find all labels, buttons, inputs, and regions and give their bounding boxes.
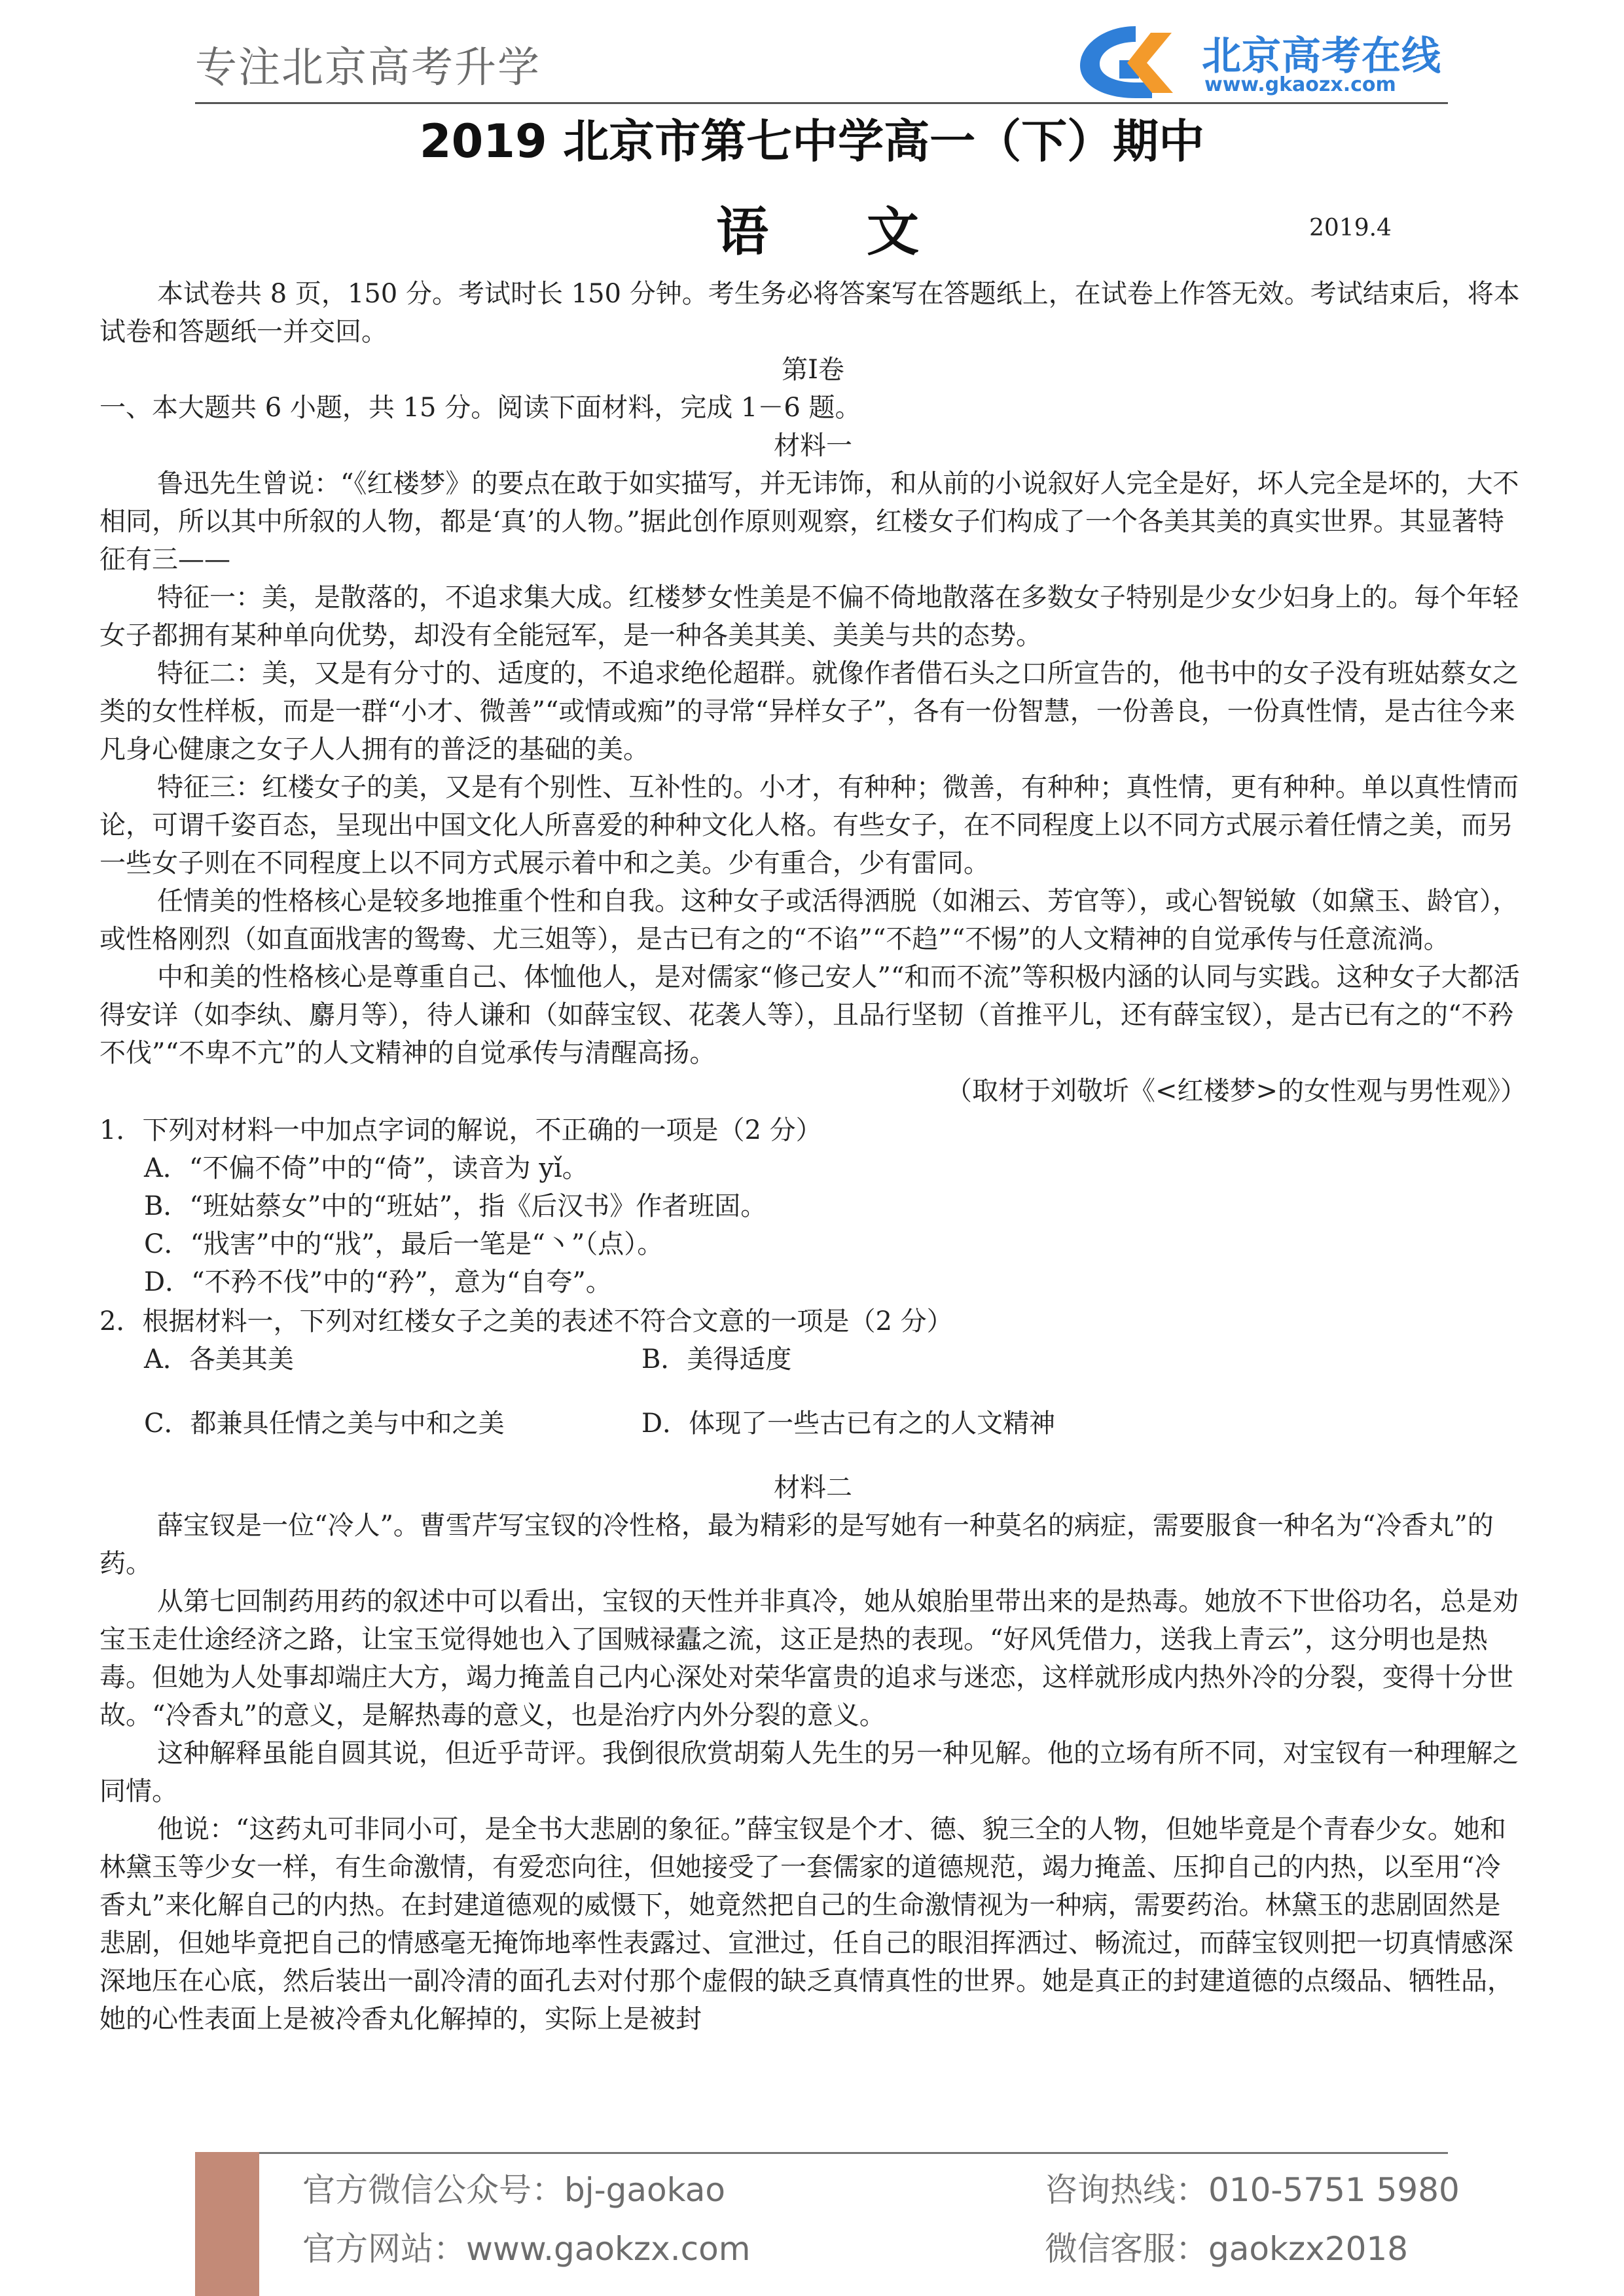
- question-option: B．美得适度: [641, 1344, 792, 1374]
- logo-url: www.gkaozx.com: [1204, 73, 1396, 96]
- material-1-source: （取材于刘敬圻《<红楼梦>的女性观与男性观》）: [945, 1076, 1526, 1106]
- material-2-paragraph: 薛宝钗是一位“冷人”。曹雪芹写宝钗的冷性格，最为精彩的是写她有一种莫名的病症，需要服食一种名为“冷香丸”的药。: [99, 1511, 1494, 1579]
- footer-accent-block: [195, 2152, 259, 2296]
- footer-divider: [195, 2152, 1448, 2154]
- footer-website: 官方网站：www.gaokzx.com: [302, 2230, 751, 2268]
- header-slogan: 专注北京高考升学: [195, 44, 541, 92]
- part-label: 第Ⅰ卷: [782, 355, 844, 385]
- material-2-paragraph: 从第七回制药用药的叙述中可以看出，宝钗的天性并非真冷，她从娘胎里带出来的是热毒。她放不下世俗功名，总是劝宝玉走仕途经济之路，让宝玉觉得她也入了国贼禄蠹之流，这正是热的表现。“好风凭借力，送我上青云”，这分明也是热毒。但她为人处事却端庄大方，竭力掩盖自己内心深处对荣华富贵的追求与迷恋，这样就形成内热外冷的分裂，变得十分世故。“冷香丸”的意义，是解热毒的意义，也是治疗内外分裂的意义。: [99, 1587, 1519, 1731]
- question-option: D．“不矜不伐”中的“矜”，意为“自夸”。: [144, 1267, 612, 1297]
- options-row: [99, 1405, 1526, 1443]
- exam-date: 2019.4: [1309, 215, 1392, 242]
- footer-service: 微信客服：gaokzx2018: [1045, 2230, 1409, 2268]
- question-option: D．体现了一些古已有之的人文精神: [641, 1408, 1056, 1439]
- material-1-paragraph: 特征一：美，是散落的，不追求集大成。红楼梦女性美是不偏不倚地散落在多数女子特别是少女少妇身上的。每个年轻女子都拥有某种单向优势，却没有全能冠军，是一种各美其美、美美与共的态势。: [99, 583, 1519, 651]
- material-1-paragraph: 特征二：美，又是有分寸的、适度的，不追求绝伦超群。就像作者借石头之口所宣告的，他书中的女子没有班姑蔡女之类的女性样板，而是一群“小才、微善”“或情或痴”的寻常“异样女子”，各有一份智慧，一份善良，一份真性情，是古往今来凡身心健康之女子人人拥有的普泛的基础的美。: [99, 658, 1519, 764]
- exam-title: 2019 北京市第七中学高一（下）期中: [419, 115, 1205, 168]
- footer-hotline: 咨询热线：010-5751 5980: [1045, 2171, 1460, 2209]
- exam-content: [99, 275, 1526, 2038]
- header-divider: [195, 102, 1448, 104]
- instructions: 本试卷共 8 页，150 分。考试时长 150 分钟。考生务必将答案写在答题纸上，在试卷上作答无效。考试结束后，将本试卷和答题纸一并交回。: [99, 279, 1520, 347]
- material-2-label: 材料二: [774, 1473, 852, 1503]
- question-option: C．都兼具任情之美与中和之美: [144, 1408, 505, 1439]
- site-logo: [1074, 20, 1466, 105]
- question-option: B．“班姑蔡女”中的“班姑”，指《后汉书》作者班固。: [144, 1191, 767, 1221]
- material-1-paragraph: 鲁迅先生曾说：“《红楼梦》的要点在敢于如实描写，并无讳饰，和从前的小说叙好人完全是好，坏人完全是坏的，大不相同，所以其中所叙的人物，都是‘真’的人物。”据此创作原则观察，红楼女子们构成了一个各美其美的真实世界。其显著特征有三——: [99, 469, 1519, 575]
- material-1-paragraph: 中和美的性格核心是尊重自己、体恤他人，是对儒家“修己安人”“和而不流”等积极内涵的认同与实践。这种女子大都活得安详（如李纨、麝月等），待人谦和（如薛宝钗、花袭人等），且品行坚韧（首推平儿，还有薛宝钗），是古已有之的“不矜不伐”“不卑不亢”的人文精神的自觉承传与清醒高扬。: [99, 962, 1520, 1068]
- subject-title: 语文: [716, 201, 1017, 262]
- logo-name: 北京高考在线: [1202, 33, 1441, 79]
- gk-logo-icon: [1074, 20, 1198, 105]
- section-heading: 一、本大题共 6 小题，共 15 分。阅读下面材料，完成 1－6 题。: [99, 393, 861, 423]
- material-1-label: 材料一: [774, 431, 852, 461]
- options-row: [99, 1340, 1526, 1378]
- question-option: A．“不偏不倚”中的“倚”，读音为 yǐ。: [144, 1153, 588, 1183]
- question-option: C．“戕害”中的“戕”，最后一笔是“丶”（点）。: [144, 1229, 664, 1259]
- material-1-paragraph: 特征三：红楼女子的美，又是有个别性、互补性的。小才，有种种；微善，有种种；真性情，更有种种。单以真性情而论，可谓千姿百态，呈现出中国文化人所喜爱的种种文化人格。有些女子，在不同程度上以不同方式展示着任情之美，而另一些女子则在不同程度上以不同方式展示着中和之美。少有重合，少有雷同。: [99, 772, 1519, 878]
- material-2-paragraph: 这种解释虽能自圆其说，但近乎苛评。我倒很欣赏胡菊人先生的另一种见解。他的立场有所不同，对宝钗有一种理解之同情。: [99, 1738, 1519, 1806]
- material-2-paragraph: 他说：“这药丸可非同小可，是全书大悲剧的象征。”薛宝钗是个才、德、貌三全的人物，但她毕竟是个青春少女。她和林黛玉等少女一样，有生命激情，有爱恋向往，但她接受了一套儒家的道德规范，竭力掩盖、压抑自己的内热，以至用“冷香丸”来化解自己的内热。在封建道德观的威慑下，她竟然把自己的生命激情视为一种病，需要药治。林黛玉的悲剧固然是悲剧，但她毕竟把自己的情感毫无掩饰地率性表露过、宣泄过，任自己的眼泪挥洒过、畅流过，而薛宝钗则把一切真情感深深地压在心底，然后装出一副冷清的面孔去对付那个虚假的缺乏真情真性的世界。她是真正的封建道德的点缀品、牺牲品，她的心性表面上是被冷香丸化解掉的，实际上是被封: [99, 1814, 1513, 2034]
- question-stem: 2．根据材料一，下列对红楼女子之美的表述不符合文意的一项是（2 分）: [99, 1306, 953, 1336]
- question-option: A．各美其美: [144, 1344, 294, 1374]
- question-stem: 1．下列对材料一中加点字词的解说，不正确的一项是（2 分）: [99, 1115, 822, 1145]
- footer-wechat: 官方微信公众号：bj-gaokao: [302, 2171, 725, 2209]
- material-1-paragraph: 任情美的性格核心是较多地推重个性和自我。这种女子或活得洒脱（如湘云、芳官等），或心智锐敏（如黛玉、龄官），或性格刚烈（如直面戕害的鸳鸯、尤三姐等），是古已有之的“不谄”“不趋”“不惕”的人文精神的自觉承传与任意流淌。: [99, 886, 1519, 954]
